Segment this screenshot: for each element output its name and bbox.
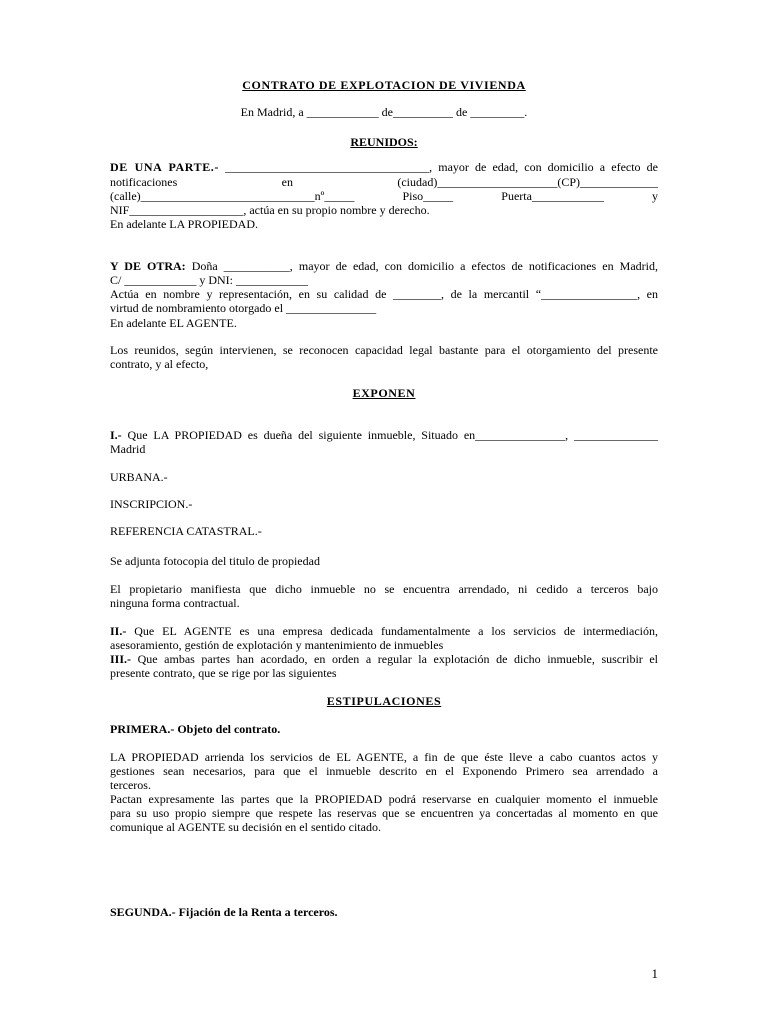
reunidos-heading: REUNIDOS: <box>350 135 418 149</box>
propietario-line1: El propietario manifiesta que dicho inmueble no se encuentra arrendado, ni cedido a terceros bajo <box>110 582 658 596</box>
exponen-iii-line1: III.- Que ambas partes han acordado, en orden a regular la explotación de dicho inmueble, suscribir el <box>110 652 658 666</box>
parte2-line2: C/ ____________ y DNI: ____________ <box>110 273 308 287</box>
exponen-ii-line2: asesoramiento, gestión de explotación y mantenimiento de inmuebles <box>110 638 444 652</box>
exponen-heading: EXPONEN <box>352 386 416 400</box>
propietario-line2: ninguna forma contractual. <box>110 596 240 610</box>
parte1-line2: notificaciones en (ciudad)____________________(CP)_____________ <box>110 175 659 189</box>
primera-heading: PRIMERA.- Objeto del contrato. <box>110 722 281 736</box>
primera-line5: para su uso propio siempre que respete las reservas que se encuentren ya concertadas al momento en que <box>110 806 658 820</box>
parte1-line3: (calle)_____________________________nº_____ Piso_____ Puerta____________ y <box>110 189 659 203</box>
primera-line3: terceros. <box>110 778 151 792</box>
referencia-catastral-label: REFERENCIA CATASTRAL.- <box>110 524 262 538</box>
exponen-iii-label: III.- <box>110 652 132 666</box>
parte2-line1: Y DE OTRA: Doña ___________, mayor de edad, con domicilio a efectos de notificaciones en Madrid, <box>110 259 659 273</box>
reunidos-paragraph-line2: contrato, y al efecto, <box>110 357 209 371</box>
place-date-line: En Madrid, a ____________ de__________ de _________. <box>240 105 528 119</box>
parte2-label: Y DE OTRA: <box>110 259 186 273</box>
reunidos-paragraph-line1: Los reunidos, según intervienen, se reconocen capacidad legal bastante para el otorgamiento del presente <box>110 343 658 357</box>
primera-line6: comunique al AGENTE su decisión en el sentido citado. <box>110 820 381 834</box>
segunda-heading: SEGUNDA.- Fijación de la Renta a terceros. <box>110 905 338 919</box>
parte1-line5: En adelante LA PROPIEDAD. <box>110 217 258 231</box>
estipulaciones-heading: ESTIPULACIONES <box>326 694 442 708</box>
exponen-ii-line1: II.- Que EL AGENTE es una empresa dedicada fundamentalmente a los servicios de intermediación, <box>110 624 659 638</box>
exponen-i-line1: I.- Que LA PROPIEDAD es dueña del siguiente inmueble, Situado en_______________, ______________ <box>110 428 659 442</box>
exponen-i-label: I.- <box>110 428 122 442</box>
urbana-label: URBANA.- <box>110 470 168 484</box>
primera-line4: Pactan expresamente las partes que la PROPIEDAD podrá reservarse en cualquier momento el inmueble <box>110 792 658 806</box>
parte1-label: DE UNA PARTE.- <box>110 160 219 174</box>
exponen-iii-line2: presente contrato, que se rige por las siguientes <box>110 666 337 680</box>
contract-title: CONTRATO DE EXPLOTACION DE VIVIENDA <box>242 78 526 92</box>
inscripcion-label: INSCRIPCION.- <box>110 497 193 511</box>
primera-line2: gestiones sean necesarios, para que el inmueble descrito en el Exponendo Primero sea arrendado a <box>110 764 658 778</box>
parte2-line5: En adelante EL AGENTE. <box>110 316 237 330</box>
page-number: 1 <box>651 966 658 981</box>
parte2-line3: Actúa en nombre y representación, en su calidad de ________, de la mercantil “________________, en <box>110 287 658 301</box>
parte1-line1: DE UNA PARTE.- __________________________________, mayor de edad, con domicilio a efecto de <box>110 160 658 174</box>
parte2-line4: virtud de nombramiento otorgado el _______________ <box>110 301 377 315</box>
fotocopia-note: Se adjunta fotocopia del titulo de propiedad <box>110 554 320 568</box>
parte1-line4: NIF___________________, actúa en su propio nombre y derecho. <box>110 203 430 217</box>
primera-line1: LA PROPIEDAD arrienda los servicios de EL AGENTE, a fin de que éste lleve a cabo cuantos actos y <box>110 750 658 764</box>
exponen-ii-label: II.- <box>110 624 127 638</box>
exponen-i-line2: Madrid <box>110 442 146 456</box>
